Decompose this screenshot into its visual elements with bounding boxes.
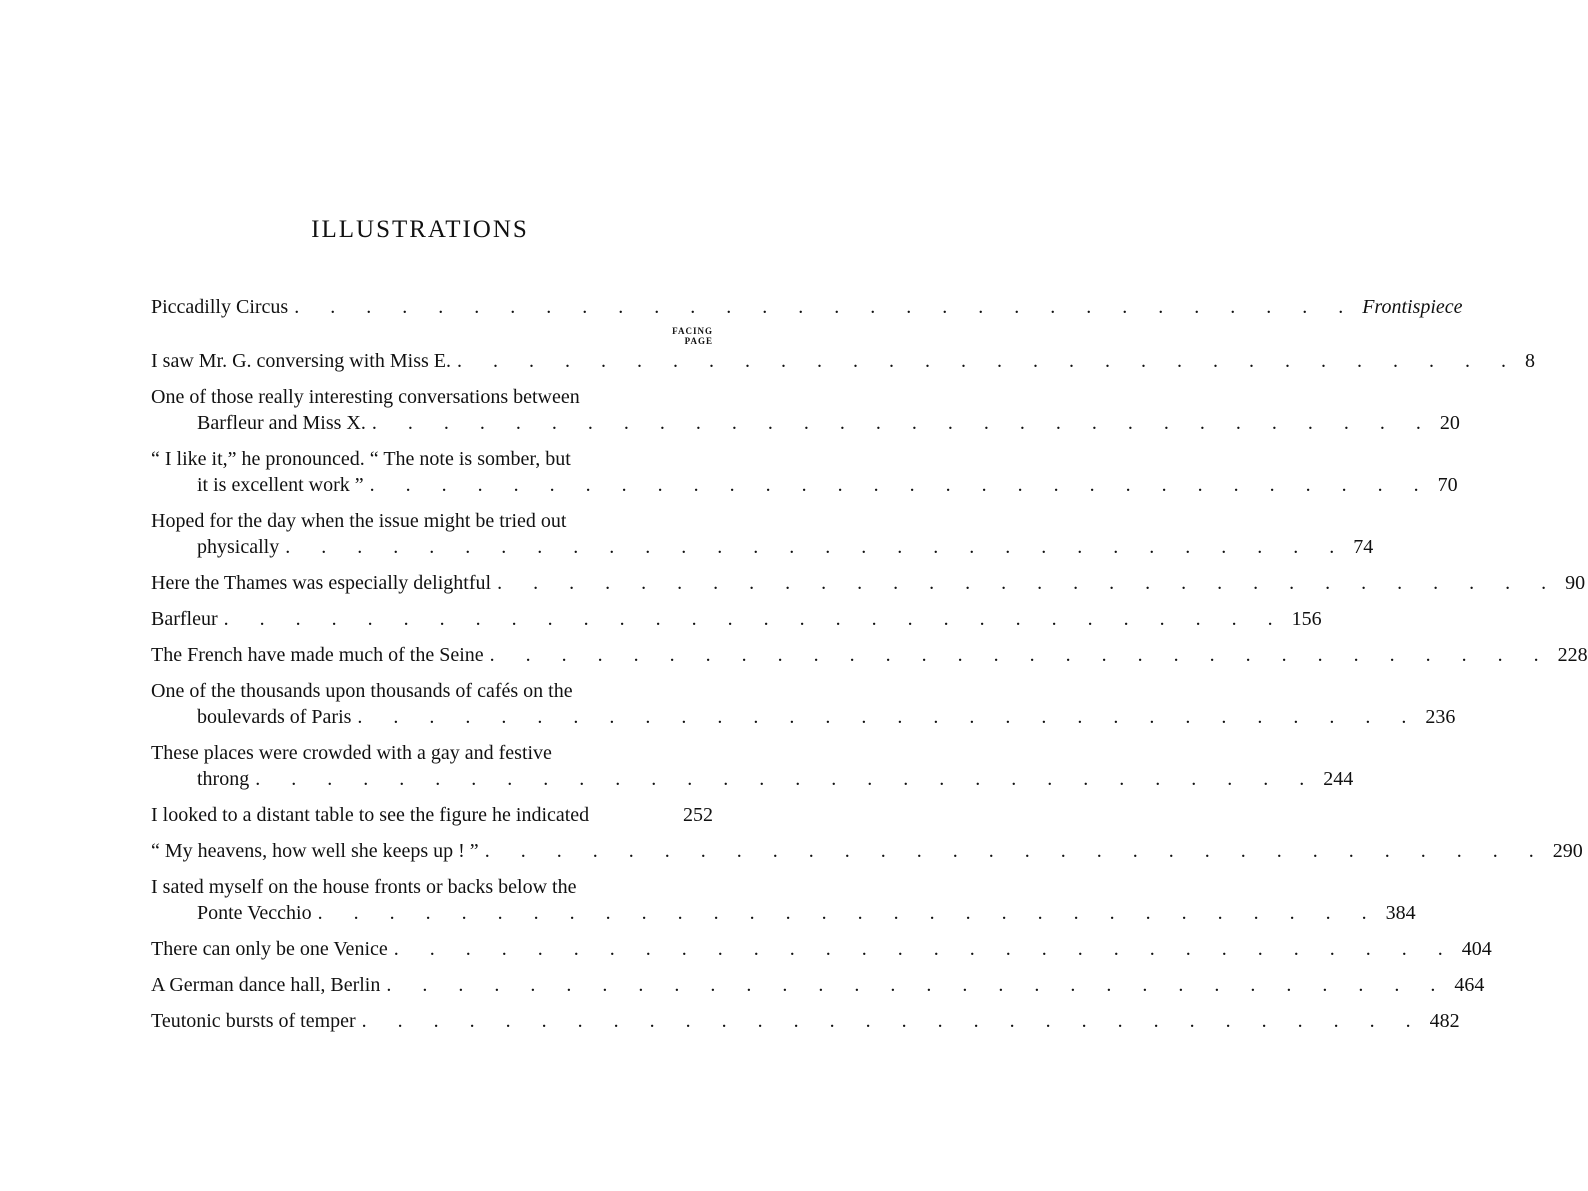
entry-caption-cont: boulevards of Paris — [197, 706, 352, 728]
entry-page: 156 — [1291, 608, 1322, 630]
list-item — [151, 384, 1460, 436]
entry-page: 90 — [1565, 572, 1586, 594]
entry-caption: These places were crowded with a gay and festive — [151, 742, 552, 764]
dot-leader: . . . . . . . . . . . . . . . . . . . . . . . . . . . . . . — [223, 608, 1286, 630]
list-item — [151, 802, 713, 828]
dot-leader: . . . . . . . . . . . . . . . . . . . . . . . . . . . . . . — [285, 536, 1348, 558]
entry-caption: Barfleur — [151, 608, 218, 630]
list-item — [151, 348, 1535, 374]
dot-leader: . . . . . . . . . . . . . . . . . . . . . . . . . . . . . . — [369, 474, 1432, 496]
dot-leader: . . . . . . . . . . . . . . . . . . . . . . . . . . . . . . — [371, 412, 1434, 434]
dot-leader: . . . . . . . . . . . . . . . . . . . . . . . . . . . . . . — [393, 938, 1456, 960]
entry-caption: There can only be one Venice — [151, 938, 388, 960]
list-item — [151, 838, 1583, 864]
entry-caption: I saw Mr. G. conversing with Miss E. — [151, 350, 451, 372]
dot-leader: . . . . . . . . . . . . . . . . . . . . . . . . . . . . . . — [357, 706, 1420, 728]
entry-page: 244 — [1323, 768, 1354, 790]
entry-caption: I sated myself on the house fronts or backs below the — [151, 876, 577, 898]
entry-caption-cont: throng — [197, 768, 250, 790]
list-item — [151, 874, 1416, 926]
dot-leader: . . . . . . . . . . . . . . . . . . . . . . . . . . . . . . — [386, 974, 1449, 996]
illustrations-list — [151, 294, 1588, 1044]
list-item — [151, 740, 1354, 792]
entry-caption: “ I like it,” he pronounced. “ The note is somber, but — [151, 448, 571, 470]
dot-leader: . . . . . . . . . . . . . . . . . . . . . . . . . . . . . . — [456, 350, 1519, 372]
list-item — [151, 936, 1492, 962]
entry-caption: One of the thousands upon thousands of cafés on the — [151, 680, 573, 702]
entry-page: 8 — [1524, 350, 1535, 372]
dot-leader: . . . . . . . . . . . . . . . . . . . . . . . . . . . . . . — [497, 572, 1560, 594]
dot-leader: . . . . . . . . . . . . . . . . . . . . . . . . . . . . . . — [484, 840, 1547, 862]
page-title: ILLUSTRATIONS — [311, 216, 529, 243]
entry-caption: I looked to a distant table to see the figure he indicated — [151, 804, 590, 826]
entry-caption: Teutonic bursts of temper — [151, 1010, 356, 1032]
list-item — [151, 606, 1322, 632]
dot-leader: . . . . . . . . . . . . . . . . . . . . . . . . . . . . . . — [294, 296, 1357, 318]
entry-page: 20 — [1439, 412, 1460, 434]
list-item — [151, 294, 1463, 320]
list-item — [151, 972, 1485, 998]
entry-caption: The French have made much of the Seine — [151, 644, 484, 666]
entry-caption-cont: Barfleur and Miss X. — [197, 412, 366, 434]
entry-page: 290 — [1552, 840, 1583, 862]
entry-caption: Piccadilly Circus — [151, 296, 289, 318]
entry-caption: A German dance hall, Berlin — [151, 974, 381, 996]
entry-page: 404 — [1461, 938, 1492, 960]
entry-page: 70 — [1437, 474, 1458, 496]
dot-leader: . . . . . . . . . . . . . . . . . . . . . . . . . . . . . . — [489, 644, 1552, 666]
list-item — [151, 642, 1588, 668]
entry-caption-cont: physically — [197, 536, 280, 558]
dot-leader: . . . . . . . . . . . . . . . . . . . . . . . . . . . . . . — [317, 902, 1380, 924]
list-item — [151, 1008, 1460, 1034]
entry-caption-cont: it is excellent work ” — [197, 474, 364, 496]
entry-page: 482 — [1429, 1010, 1460, 1032]
dot-leader: . . . . . . . . . . . . . . . . . . . . . . . . . . . . . . — [361, 1010, 1424, 1032]
facing-page-label: FACING PAGE — [672, 326, 713, 346]
entry-caption: Hoped for the day when the issue might be tried out — [151, 510, 567, 532]
entry-page: 252 — [683, 804, 713, 826]
entry-page: 384 — [1385, 902, 1416, 924]
dot-leader: . . . . . . . . . . . . . . . . . . . . . . . . . . . . . . — [255, 768, 1318, 790]
list-item — [151, 446, 1458, 498]
entry-caption: Here the Thames was especially delightful — [151, 572, 492, 594]
entry-caption-cont: Ponte Vecchio — [197, 902, 312, 924]
entry-caption: “ My heavens, how well she keeps up ! ” — [151, 840, 479, 862]
list-item — [151, 678, 1456, 730]
entry-page: 228 — [1557, 644, 1588, 666]
entry-page: Frontispiece — [1362, 296, 1463, 318]
list-item — [151, 508, 1374, 560]
entry-page: 236 — [1425, 706, 1456, 728]
entry-page: 74 — [1353, 536, 1374, 558]
entry-caption: One of those really interesting conversations between — [151, 386, 580, 408]
list-item — [151, 570, 1586, 596]
entry-page: 464 — [1454, 974, 1485, 996]
